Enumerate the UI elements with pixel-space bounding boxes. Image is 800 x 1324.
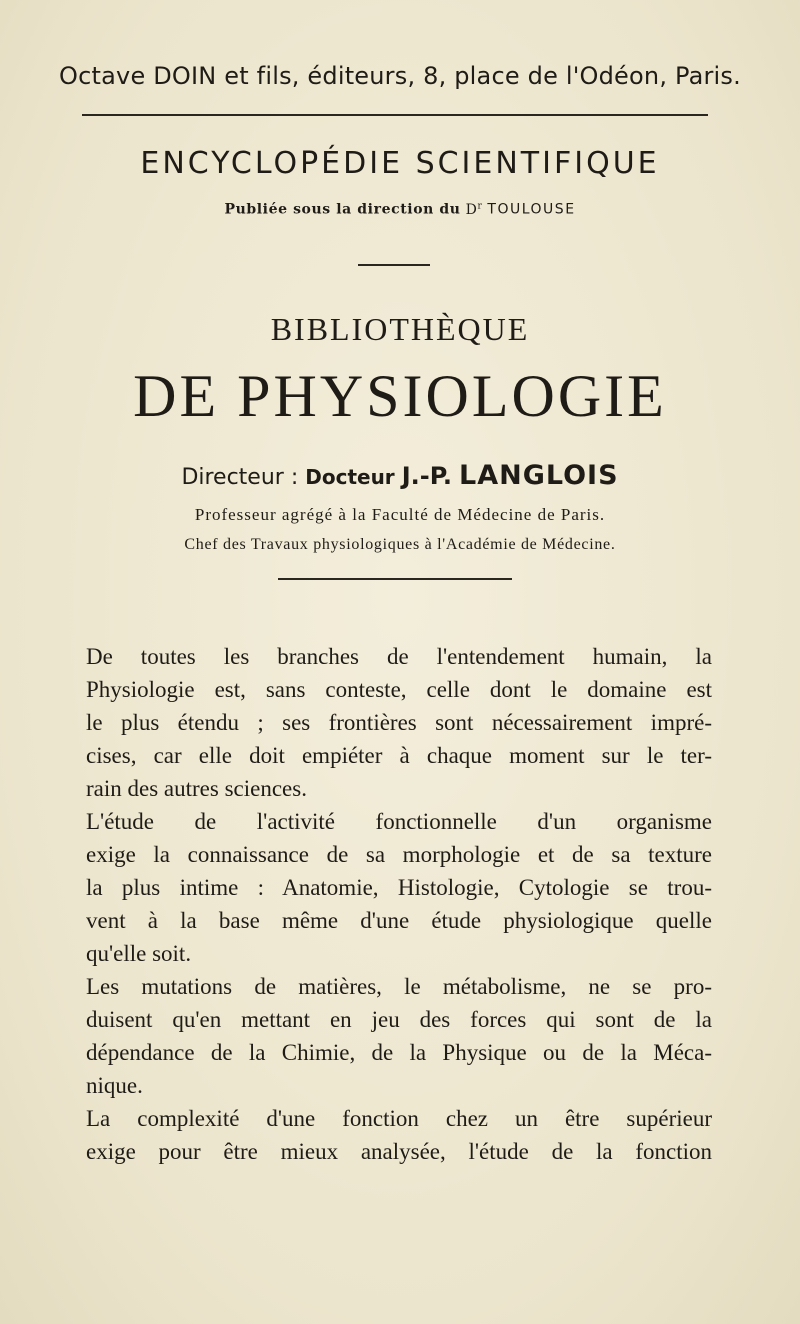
publisher-line: Octave DOIN et fils, éditeurs, 8, place de l'Odéon, Paris. bbox=[59, 62, 741, 90]
director-line bbox=[0, 460, 800, 491]
text-line: la plus intime : Anatomie, Histologie, Cytologie se trou- bbox=[86, 875, 712, 900]
text-line: qu'elle soit. bbox=[86, 941, 192, 966]
credential-line: Professeur agrégé à la Faculté de Médecine de Paris. bbox=[194, 505, 606, 524]
text-line: Les mutations de matières, le métabolisme, ne se pro- bbox=[86, 974, 712, 999]
text-line: nique. bbox=[86, 1073, 143, 1098]
library-subject: DE PHYSIOLOGIE bbox=[133, 363, 667, 429]
text-line: rain des autres sciences. bbox=[86, 776, 307, 801]
text-line: cises, car elle doit empiéter à chaque moment sur le ter- bbox=[86, 743, 712, 768]
top-divider bbox=[82, 114, 708, 116]
director-series-name: TOULOUSE bbox=[487, 201, 576, 218]
direction-line bbox=[0, 201, 800, 218]
text-line: duisent qu'en mettant en jeu des forces qui sont de la bbox=[86, 1007, 712, 1032]
text-line: dépendance de la Chimie, de la Physique ou de la Méca- bbox=[86, 1040, 712, 1065]
short-divider bbox=[358, 264, 430, 266]
middle-divider bbox=[278, 578, 512, 580]
text-line: L'étude de l'activité fonctionnelle d'un organisme bbox=[86, 809, 712, 834]
director-initials: J.-P. bbox=[401, 462, 452, 490]
body-text bbox=[86, 640, 712, 1168]
director-surname: LANGLOIS bbox=[459, 460, 619, 491]
doctor-abbrev bbox=[466, 202, 483, 218]
direction-intro: Publiée sous la direction du bbox=[224, 201, 461, 218]
text-line: Physiologie est, sans conteste, celle dont le domaine est bbox=[86, 677, 712, 702]
text-line: le plus étendu ; ses frontières sont nécessairement impré- bbox=[86, 710, 712, 735]
text-line: exige pour être mieux analysée, l'étude de la fonction bbox=[86, 1139, 712, 1164]
text-line: De toutes les branches de l'entendement humain, la bbox=[86, 644, 712, 669]
text-line: vent à la base même d'une étude physiologique quelle bbox=[86, 908, 712, 933]
credential-line: Chef des Travaux physiologiques à l'Académie de Médecine. bbox=[184, 536, 616, 553]
series-title: ENCYCLOPÉDIE SCIENTIFIQUE bbox=[140, 146, 660, 181]
text-line: exige la connaissance de sa morphologie et de sa texture bbox=[86, 842, 712, 867]
doctor-abbrev-letter: D bbox=[465, 201, 478, 218]
doctor-abbrev-sup: r bbox=[477, 201, 483, 211]
director-title: Docteur bbox=[305, 465, 395, 489]
text-line: La complexité d'une fonction chez un être supérieur bbox=[86, 1106, 712, 1131]
director-label: Directeur : bbox=[181, 465, 299, 490]
library-label: BIBLIOTHÈQUE bbox=[270, 311, 530, 347]
